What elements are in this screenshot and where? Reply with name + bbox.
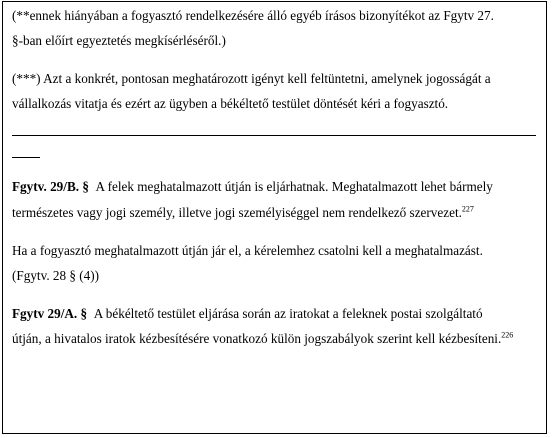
- section-29a-text-line1: A békéltető testület eljárása során az iratokat a feleknek postai szolgáltató: [93, 306, 483, 321]
- footnote-2-line1: (**ennek hiányában a fogyasztó rendelkezésére álló egyéb írásos bizonyítékot az Fgytv 27.: [12, 8, 494, 23]
- section-29b-line1: [12, 174, 540, 199]
- separator-short: [12, 157, 40, 158]
- footnote-3-line1: (***) Azt a konkrét, pontosan meghatározott igényt kell feltüntetni, amelynek jogosságát a: [12, 71, 491, 86]
- section-29a-text-line2: útján, a hivatalos iratok kézbesítésére vonatkozó külön jogszabályok szerint kell kézbesíteni.: [12, 331, 502, 346]
- separator-long: [12, 135, 536, 136]
- section-29b-line2: [12, 200, 540, 225]
- section-29b-text-line2: természetes vagy jogi személy, illetve jogi személyiséggel nem rendelkező szervezet.: [12, 205, 462, 220]
- para-meghatalmazas-line1: Ha a fogyasztó meghatalmazott útján jár el, a kérelemhez csatolni kell a meghatalmazást.: [12, 243, 483, 258]
- footnote-3-line2: vállalkozás vitatja és ezért az ügyben a békéltető testület döntését kéri a fogyasztó.: [12, 96, 449, 111]
- section-29a-line2: [12, 326, 540, 351]
- section-29a-line1: [12, 301, 540, 326]
- para-meghatalmazas-line2: (Fgytv. 28 § (4)): [12, 268, 100, 283]
- section-29b-heading: Fgytv. 29/B. §: [12, 179, 89, 194]
- footnote-2-line2: §-ban előírt egyeztetés megkísérléséről.): [12, 33, 226, 48]
- section-29a-heading: Fgytv 29/A. §: [12, 306, 88, 321]
- footnote-ref-227: 227: [461, 204, 474, 214]
- footnote-ref-226: 226: [501, 330, 514, 340]
- section-29b-text-line1: A felek meghatalmazott útján is eljárhatnak. Meghatalmazott lehet bármely: [95, 179, 493, 194]
